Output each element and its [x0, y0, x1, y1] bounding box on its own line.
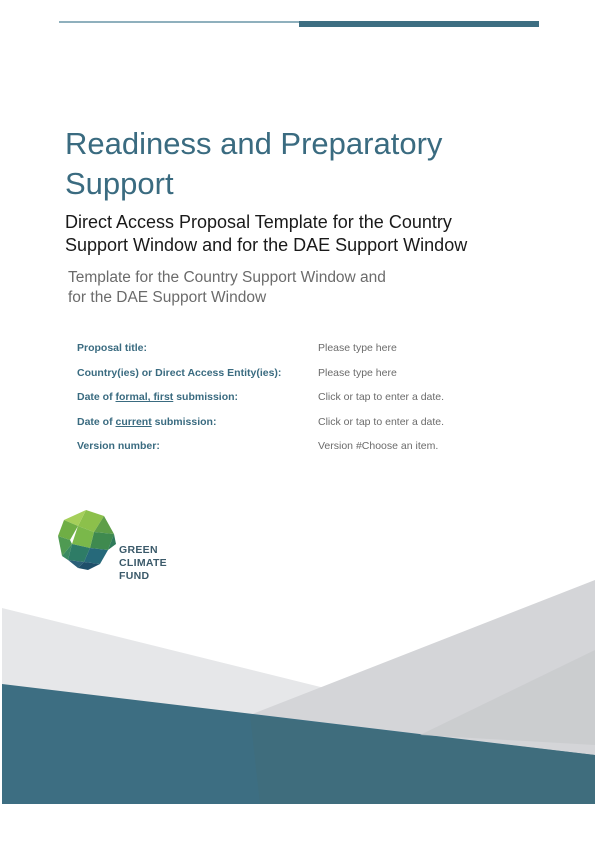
field-row-proposal-title	[77, 336, 517, 361]
proposal-fields	[77, 336, 517, 459]
title-line-1: Readiness and Preparatory	[65, 126, 443, 161]
label-emphasis: formal, first	[115, 391, 174, 404]
field-label: Proposal title:	[77, 342, 148, 355]
label-emphasis: current	[115, 415, 152, 428]
proposal-title-field[interactable]: Please type here	[318, 342, 397, 355]
first-submission-date-picker[interactable]: Click or tap to enter a date.	[318, 391, 445, 404]
header-rule-light	[59, 21, 299, 23]
subtitle-line-1: Direct Access Proposal Template for the Country	[65, 212, 452, 232]
label-text: submission:	[173, 391, 239, 404]
note-line-2: for the DAE Support Window	[68, 289, 267, 306]
header-rule-dark	[299, 21, 539, 27]
template-note	[68, 268, 428, 308]
subtitle-line-2: Support Window and for the DAE Support Window	[65, 235, 468, 255]
field-row-country	[77, 361, 517, 386]
field-row-current-submission	[77, 410, 517, 435]
logo-line: CLIMATE	[119, 557, 167, 569]
field-label: Country(ies) or Direct Access Entity(ies):	[77, 366, 282, 379]
label-text: submission:	[151, 415, 217, 428]
version-number-dropdown[interactable]: Version #Choose an item.	[318, 440, 439, 453]
title-line-2: Support	[65, 166, 174, 201]
label-text: Date of	[77, 391, 116, 404]
field-label	[77, 416, 318, 428]
country-entity-field[interactable]: Please type here	[318, 366, 397, 379]
logo-line: FUND	[119, 570, 150, 582]
field-row-version	[77, 434, 517, 459]
label-text: Date of	[77, 415, 116, 428]
logo-line: GREEN	[119, 544, 158, 556]
field-label: Version number:	[77, 440, 160, 453]
current-submission-date-picker[interactable]: Click or tap to enter a date.	[318, 415, 445, 428]
field-label	[77, 391, 318, 403]
field-row-first-submission	[77, 385, 517, 410]
decorative-background-shapes	[0, 560, 595, 810]
document-subtitle	[65, 211, 535, 257]
document-title	[65, 124, 535, 204]
note-line-1: Template for the Country Support Window and	[68, 269, 386, 286]
